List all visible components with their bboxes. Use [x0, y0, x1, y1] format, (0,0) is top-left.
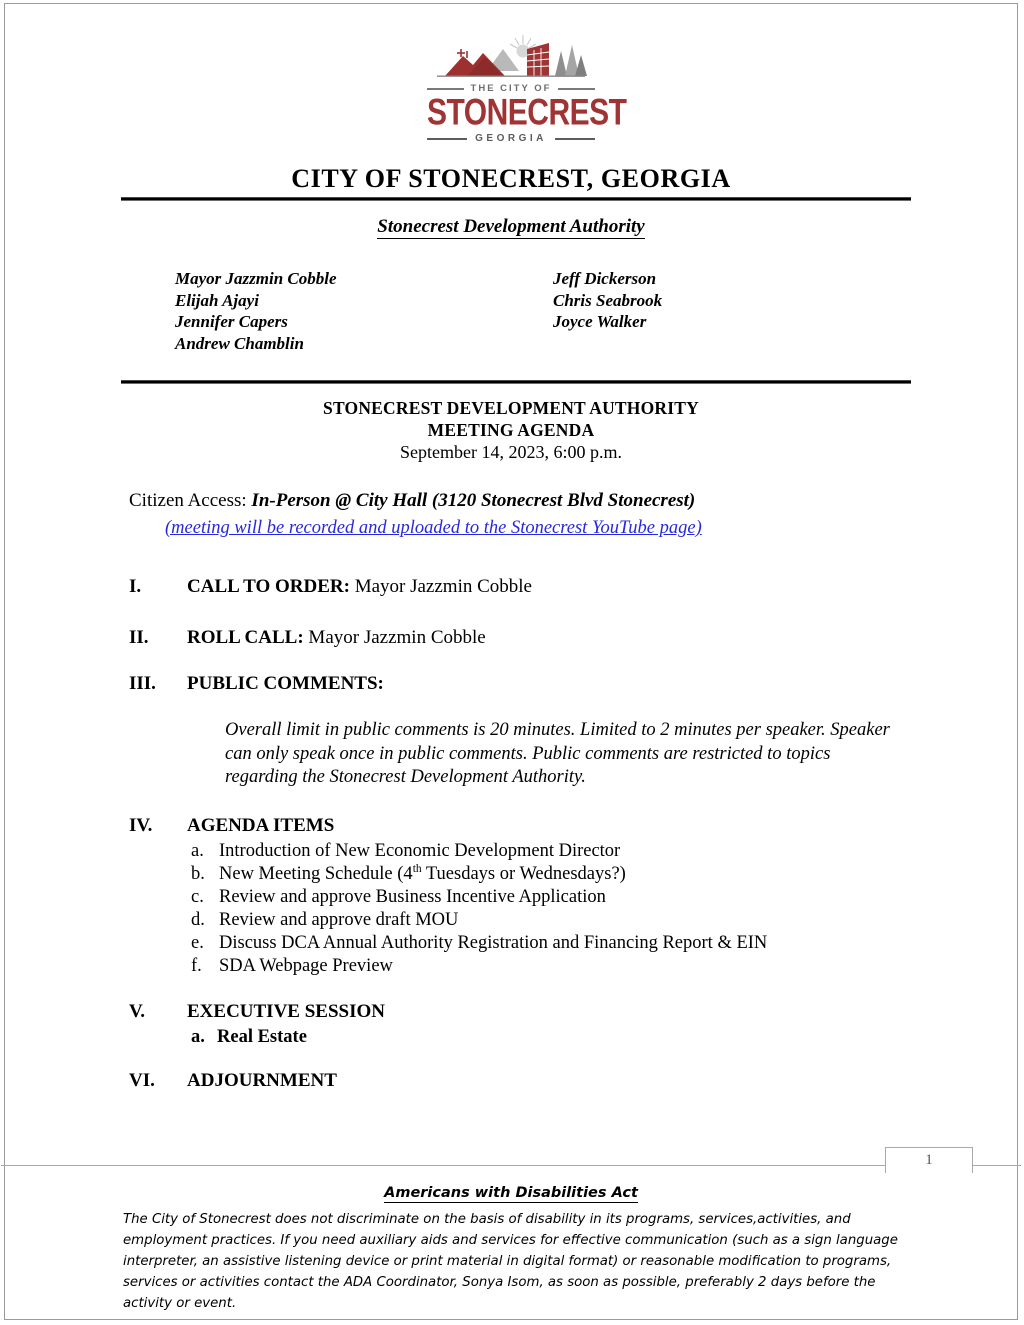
item-text: Introduction of New Economic Development Director — [219, 841, 621, 861]
item-text: Real Estate — [217, 1027, 307, 1047]
item-letter: a. — [191, 1027, 205, 1047]
logo-wordmark: STONECREST — [427, 92, 627, 133]
item-text-pre: New Meeting Schedule (4 — [219, 864, 413, 884]
citizen-access-label: Citizen Access: — [129, 490, 252, 511]
ada-notice-paragraph: The City of Stonecrest does not discriminate on the basis of disability in its programs, services,activities, and employment practices. If you need auxiliary aids and services for effective communication (such as a sign language interpreter, an assistive listening device or print material in digital format) or reasonable modification to programs, services or activities contact the ADA Coordinator, Sonya Isom, as soon as possible, preferably 2 days before the activity or event. — [123, 1212, 898, 1311]
meeting-title-line1: STONECREST DEVELOPMENT AUTHORITY — [323, 398, 699, 418]
item-letter: d. — [191, 910, 205, 930]
document-page — [4, 3, 1018, 1320]
member-item: Jeff Dickerson — [553, 269, 657, 288]
agenda-numeral: I. — [129, 576, 142, 597]
agenda-heading: AGENDA ITEMS — [187, 815, 335, 836]
agenda-section-public-comments — [129, 673, 929, 695]
page-title: CITY OF STONECREST, GEORGIA — [291, 164, 731, 193]
item-letter: f. — [191, 956, 202, 976]
item-text: Discuss DCA Annual Authority Registration and Financing Report & EIN — [219, 933, 768, 953]
members-column-right — [553, 268, 662, 333]
member-item: Joyce Walker — [553, 312, 647, 331]
authority-subtitle-text: Stonecrest Development Authority — [377, 216, 645, 237]
logo-georgia-row — [427, 133, 595, 144]
authority-subtitle — [5, 216, 1017, 238]
agenda-numeral: VI. — [129, 1070, 155, 1091]
citizen-access-block — [129, 488, 702, 541]
meeting-date: September 14, 2023, 6:00 p.m. — [400, 442, 622, 462]
member-item: Jennifer Capers — [175, 312, 288, 331]
member-item: Mayor Jazzmin Cobble — [175, 269, 337, 288]
header-divider-top — [121, 197, 911, 201]
item-text-superscript: th — [412, 862, 422, 875]
agenda-heading: ROLL CALL: — [187, 627, 304, 648]
member-item: Andrew Chamblin — [175, 333, 304, 353]
logo-city-of-text: THE CITY OF — [470, 83, 552, 94]
agenda-section-adjournment — [129, 1070, 929, 1092]
header-divider-bottom — [121, 380, 911, 384]
logo-state-text: GEORGIA — [475, 133, 547, 144]
list-item — [191, 932, 931, 955]
footer-divider — [1, 1165, 1021, 1166]
agenda-numeral: V. — [129, 1001, 146, 1022]
member-item: Elijah Ajayi — [175, 290, 259, 310]
ada-heading — [5, 1185, 1017, 1201]
ada-heading-text: Americans with Disabilities Act — [384, 1185, 638, 1201]
agenda-section-agenda-items — [129, 815, 929, 837]
page-number-badge: 1 — [885, 1147, 973, 1173]
logo-georgia-rule-right — [555, 138, 595, 140]
list-item — [191, 909, 931, 932]
meeting-heading — [5, 397, 1017, 463]
agenda-items-iv — [191, 840, 931, 978]
citizen-access-line — [129, 488, 702, 514]
stonecrest-skyline-icon — [427, 31, 595, 83]
agenda-heading: EXECUTIVE SESSION — [187, 1001, 385, 1022]
logo-georgia-rule-left — [427, 138, 467, 140]
agenda-numeral: II. — [129, 627, 149, 648]
list-item — [191, 1026, 931, 1049]
agenda-heading: CALL TO ORDER: — [187, 576, 350, 597]
agenda-section-roll-call — [129, 627, 929, 649]
agenda-detail: Mayor Jazzmin Cobble — [303, 627, 486, 648]
logo-rule-right — [558, 88, 595, 90]
item-text: Review and approve Business Incentive Application — [219, 887, 606, 907]
agenda-section-call-to-order — [129, 576, 929, 598]
item-letter: e. — [191, 933, 204, 953]
item-letter: c. — [191, 887, 204, 907]
item-text: Review and approve draft MOU — [219, 910, 459, 930]
logo-rule-left — [427, 88, 464, 90]
agenda-detail: Mayor Jazzmin Cobble — [349, 576, 532, 597]
item-text: SDA Webpage Preview — [219, 956, 393, 976]
item-letter: a. — [191, 841, 204, 861]
agenda-heading: PUBLIC COMMENTS: — [187, 673, 384, 694]
list-item — [191, 840, 931, 863]
agenda-items-v — [191, 1026, 931, 1049]
item-letter: b. — [191, 864, 205, 884]
agenda-heading: ADJOURNMENT — [187, 1070, 337, 1091]
citizen-access-note-row — [129, 515, 702, 541]
city-logo — [5, 31, 1017, 145]
list-item — [191, 886, 931, 909]
agenda-numeral: III. — [129, 673, 156, 694]
list-item — [191, 863, 931, 886]
agenda-numeral: IV. — [129, 815, 153, 836]
page-content — [5, 4, 1017, 1319]
meeting-title-line2: MEETING AGENDA — [427, 420, 595, 440]
members-column-left — [175, 268, 337, 354]
list-item — [191, 955, 931, 978]
citizen-access-venue: In-Person @ City Hall (3120 Stonecrest Blvd Stonecrest) — [251, 490, 696, 511]
agenda-section-executive-session — [129, 1001, 929, 1023]
youtube-recording-link[interactable]: (meeting will be recorded and uploaded to the Stonecrest YouTube page) — [165, 518, 702, 538]
ada-notice-text — [123, 1209, 901, 1314]
member-item: Chris Seabrook — [553, 290, 663, 310]
item-text-post: Tuesdays or Wednesdays?) — [421, 864, 626, 884]
public-comments-rules: Overall limit in public comments is 20 minutes. Limited to 2 minutes per speaker. Speaker can only speak once in public comments. Public comments are restricted to topics regarding the Stonecrest Development Authority. — [225, 720, 890, 787]
